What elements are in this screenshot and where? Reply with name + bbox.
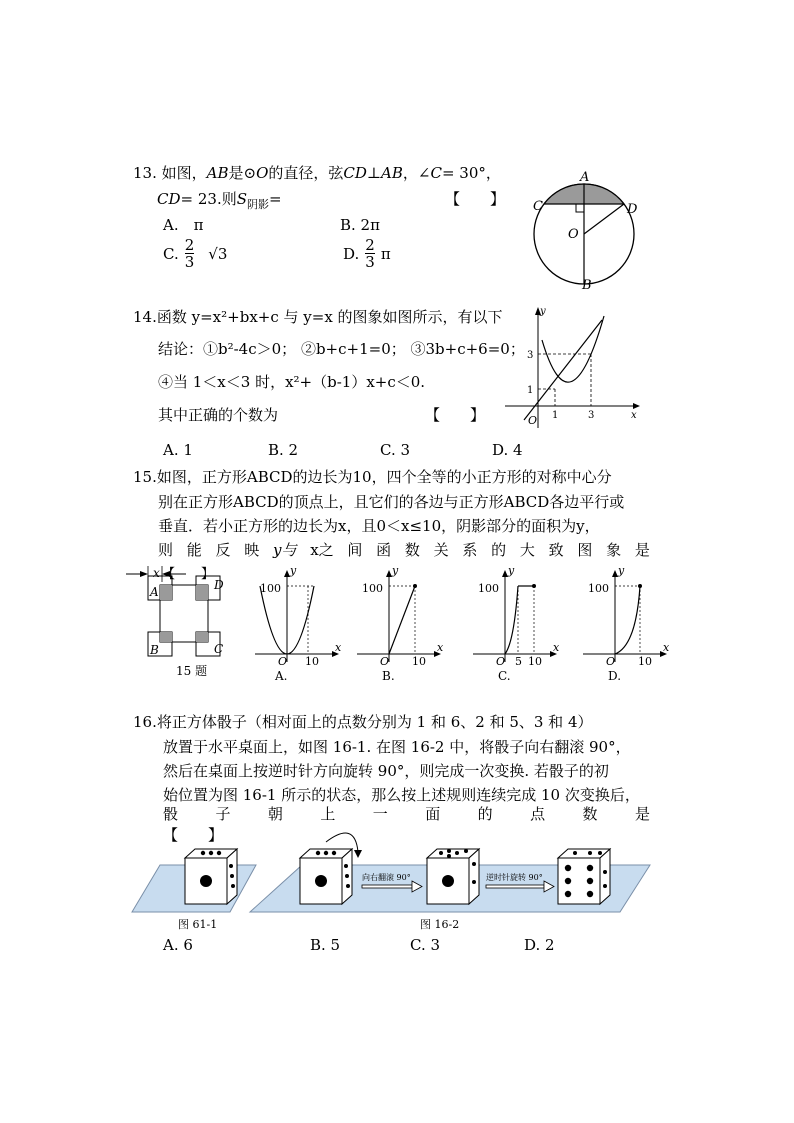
q15-label-a: A [150, 585, 159, 599]
q16-line1 [133, 712, 593, 732]
q16-line4: 始位置为图 16-1 所示的状态，那么按上述规则连续完成 10 次变换后， [163, 786, 640, 804]
q16-answer-bracket: 【 】 [163, 826, 224, 844]
q16-text: 将正方体骰子（相对面上的点数分别为 1 和 6、2 和 5、3 和 4） [156, 713, 593, 731]
q15-char: 图 [577, 541, 593, 559]
q16-option-a: A. 6 [163, 936, 193, 954]
q14-line2: 结论：①b²-4c＞0； ②b+c+1=0； ③3b+c+6=0； [158, 340, 525, 358]
q13-ab: AB [206, 164, 229, 182]
q13-text: 如图， [161, 164, 207, 182]
q15-graph-d-origin: O [606, 655, 616, 668]
q13-text: ，∠ [402, 164, 431, 182]
q15-graph-c-x-label: x [553, 641, 560, 654]
q13-radius-od [584, 204, 624, 234]
q13-option-b: B. 2π [340, 216, 380, 234]
q15-char: 函 [376, 541, 392, 559]
q15-label-c: C [214, 642, 224, 656]
q13-label-o: O [568, 227, 579, 242]
q15-label-b: B [150, 643, 159, 657]
q15-graph-b-tick-100: 100 [362, 582, 383, 595]
q13-label-d: D [627, 202, 638, 217]
q13-right-angle-mark [576, 204, 584, 212]
q13-o: O [256, 164, 269, 182]
q16-option-c: C. 3 [410, 936, 441, 954]
q13-option-d [343, 237, 391, 270]
q15-graph-c-tick-10: 10 [528, 655, 542, 668]
q15-graph-d [578, 562, 678, 684]
q15-char: x之 [310, 541, 334, 559]
q16-char: 数 [582, 805, 598, 823]
q15-graph-b-x-label: x [437, 641, 444, 654]
q16-line3: 然后在桌面上按逆时针方向旋转 90°，则完成一次变换. 若骰子的初 [163, 762, 609, 780]
q15-line2: 别在正方形ABCD的顶点上，且它们的各边与正方形ABCD各边平行或 [158, 493, 625, 511]
q15-graph-c-y-label: y [508, 564, 515, 577]
q16-die-4 [558, 849, 610, 904]
q16-number: 16. [133, 713, 157, 731]
q13-cd: CD [157, 190, 181, 208]
q16-die-2 [300, 849, 352, 904]
q15-graph-a-tick-100: 100 [260, 582, 281, 595]
q16-option-b: B. 5 [310, 936, 341, 954]
q16-char: 面 [425, 805, 441, 823]
q13-text: 是⊙ [228, 164, 257, 182]
q16-char: 一 [372, 805, 388, 823]
q13-label-a: A [580, 170, 590, 185]
q15-char: 致 [548, 541, 564, 559]
q16-char: 子 [215, 805, 231, 823]
q13-text: 的直径，弦 [268, 164, 344, 182]
q15-graph-b-tick-10: 10 [412, 655, 426, 668]
q16-arrow-1-shaft [362, 885, 412, 888]
q15-label-d: D [214, 578, 224, 592]
q15-graph-a-y-label: y [290, 564, 297, 577]
q15-shade-a [160, 585, 172, 600]
q16-arrow-2-shaft [486, 885, 544, 888]
q15-char: 间 [347, 541, 363, 559]
q14-answer-bracket: 【 】 [425, 406, 486, 424]
q15-graph-d-tick-100: 100 [588, 582, 609, 595]
q14-option-a: A. 1 [163, 441, 193, 459]
q15-graph-c-tick-5: 5 [515, 655, 522, 668]
q15-line1 [133, 467, 612, 487]
q13-number: 13. [133, 164, 157, 182]
q14-number: 14. [133, 308, 157, 326]
q15-graph-b [352, 562, 452, 684]
q15-graph-c-curve-rise [505, 586, 518, 654]
q15-x-label: x [153, 566, 160, 580]
q15-graph-a [250, 562, 350, 684]
q13-label-c: C [533, 199, 543, 214]
q15-graph-a-tick-10: 10 [305, 655, 319, 668]
q16-line2: 放置于水平桌面上，如图 16-1. 在图 16-2 中，将骰子向右翻滚 90°， [163, 738, 631, 756]
q14-tick-x3: 3 [588, 410, 595, 421]
q15-graph-a-x-label: x [335, 641, 342, 654]
q16-die-3 [427, 849, 479, 904]
q13-cd-perp: CD⊥AB [343, 164, 403, 182]
q15-graph-b-origin: O [380, 655, 390, 668]
q15-graph-d-tick-10: 10 [638, 655, 652, 668]
q15-graph-c-origin: O [496, 655, 506, 668]
q13-line1 [133, 163, 501, 183]
q15-char: 是 [634, 541, 650, 559]
q14-line1 [133, 307, 503, 327]
q15-shade-b [160, 632, 172, 642]
q16-caption-2: 图 16-2 [420, 918, 460, 931]
q14-option-c: C. 3 [380, 441, 411, 459]
q13-text: = 23.则 [180, 190, 237, 208]
q13-option-c-fraction [185, 237, 195, 270]
q13-answer-bracket: 【 】 [445, 190, 506, 208]
q14-option-b: B. 2 [268, 441, 299, 459]
q15-char: 数 [404, 541, 420, 559]
q13-label-b: B [582, 278, 592, 292]
q15-shade-d [196, 585, 208, 600]
q14-parabola [542, 316, 604, 382]
q13-option-a: A. π [163, 216, 204, 234]
q13-option-d-numerator: 2 [365, 236, 375, 254]
q15-char: 映 [244, 541, 260, 559]
q15-graph-d-curve [615, 586, 640, 654]
q16-arrow-1-label: 向右翻滚 90° [362, 873, 411, 882]
q16-char: 朝 [267, 805, 283, 823]
q15-shade-c [196, 632, 208, 642]
q15-graph-a-origin: O [278, 655, 288, 668]
q15-graph-b-curve [389, 586, 415, 654]
q14-origin-label: O [528, 414, 538, 427]
q15-char: 大 [519, 541, 535, 559]
q16-char: 是 [634, 805, 650, 823]
q15-figure-caption: 15 题 [176, 664, 208, 678]
q15-graph-d-y-label: y [618, 564, 625, 577]
q15-text: 如图，正方形ABCD的边长为10，四个全等的小正方形的对称中心分 [156, 468, 612, 486]
q14-x-arrow [633, 403, 640, 409]
q13-option-d-pi: π [380, 244, 391, 263]
q15-char: 系 [462, 541, 478, 559]
q16-curved-arrowhead [354, 850, 362, 858]
q13-s: S [236, 190, 247, 208]
q13-option-c-numerator: 2 [184, 236, 195, 254]
q15-char: 的 [491, 541, 507, 559]
q15-char: 反 [215, 541, 231, 559]
q13-option-c [163, 237, 227, 270]
q15-graph-b-y-label: y [392, 564, 399, 577]
q16-char: 上 [320, 805, 336, 823]
q14-graph [500, 300, 645, 432]
q16-char: 的 [477, 805, 493, 823]
q13-circle-figure [528, 168, 648, 292]
q13-s-sub: 阴影 [247, 198, 269, 211]
q15-char: y与 [273, 541, 297, 559]
q15-graph-c-tick-100: 100 [478, 582, 499, 595]
q14-tick-y1: 1 [527, 385, 534, 396]
q13-option-c-label: C. [163, 244, 179, 263]
q15-number: 15. [133, 468, 157, 486]
q14-y-label: y [540, 306, 546, 317]
q15-arrow-right-head [140, 571, 148, 577]
q15-graph-d-x-label: x [663, 641, 670, 654]
q16-die-1 [185, 849, 237, 904]
q14-text: 函数 y=x²+bx+c 与 y=x 的图象如图所示，有以下 [156, 308, 503, 326]
q14-line4: 其中正确的个数为 [158, 406, 279, 424]
q15-graph-c-label: C. [498, 669, 511, 683]
q16-caption-1: 图 61-1 [178, 918, 218, 931]
q15-char: 则 [158, 541, 174, 559]
q16-option-d: D. 2 [524, 936, 555, 954]
q16-char: 点 [530, 805, 546, 823]
q15-char: 象 [606, 541, 622, 559]
q15-graph-c [468, 562, 568, 684]
q15-square-figure [126, 562, 236, 682]
q14-x-label: x [631, 410, 637, 421]
q15-graph-b-label: B. [382, 669, 395, 683]
q15-graph-a-label: A. [275, 669, 288, 683]
q14-option-d: D. 4 [492, 441, 523, 459]
q16-char: 骰 [163, 805, 179, 823]
q14-tick-x1: 1 [552, 410, 559, 421]
q15-char: 能 [186, 541, 202, 559]
q15-line4 [158, 540, 650, 560]
q13-angle-c: C [430, 164, 442, 182]
q13-text: = [269, 190, 282, 208]
q14-line-y-equals-x [524, 320, 602, 420]
q13-option-d-fraction [365, 237, 375, 270]
q13-line2 [157, 189, 282, 215]
q16-dice-figure [130, 820, 655, 936]
q15-char: 关 [433, 541, 449, 559]
q15-line3: 垂直．若小正方形的边长为x，且0＜x≤10，阴影部分的面积为y， [158, 517, 600, 535]
q15-graph-d-label: D. [608, 669, 622, 683]
q13-option-c-denominator: 3 [184, 253, 195, 271]
q13-option-d-label: D. [343, 244, 360, 263]
q14-line3: ④当 1＜x＜3 时，x²+（b-1）x+c＜0. [158, 373, 426, 391]
q13-option-c-root: √3 [208, 244, 228, 263]
q16-arrow-2-label: 逆时针旋转 90° [486, 873, 543, 882]
q13-text: = 30°， [441, 164, 501, 182]
q15-fig-bracket: 【 】 [162, 567, 215, 582]
q14-tick-y3: 3 [527, 350, 534, 361]
q13-option-d-denominator: 3 [365, 253, 375, 271]
